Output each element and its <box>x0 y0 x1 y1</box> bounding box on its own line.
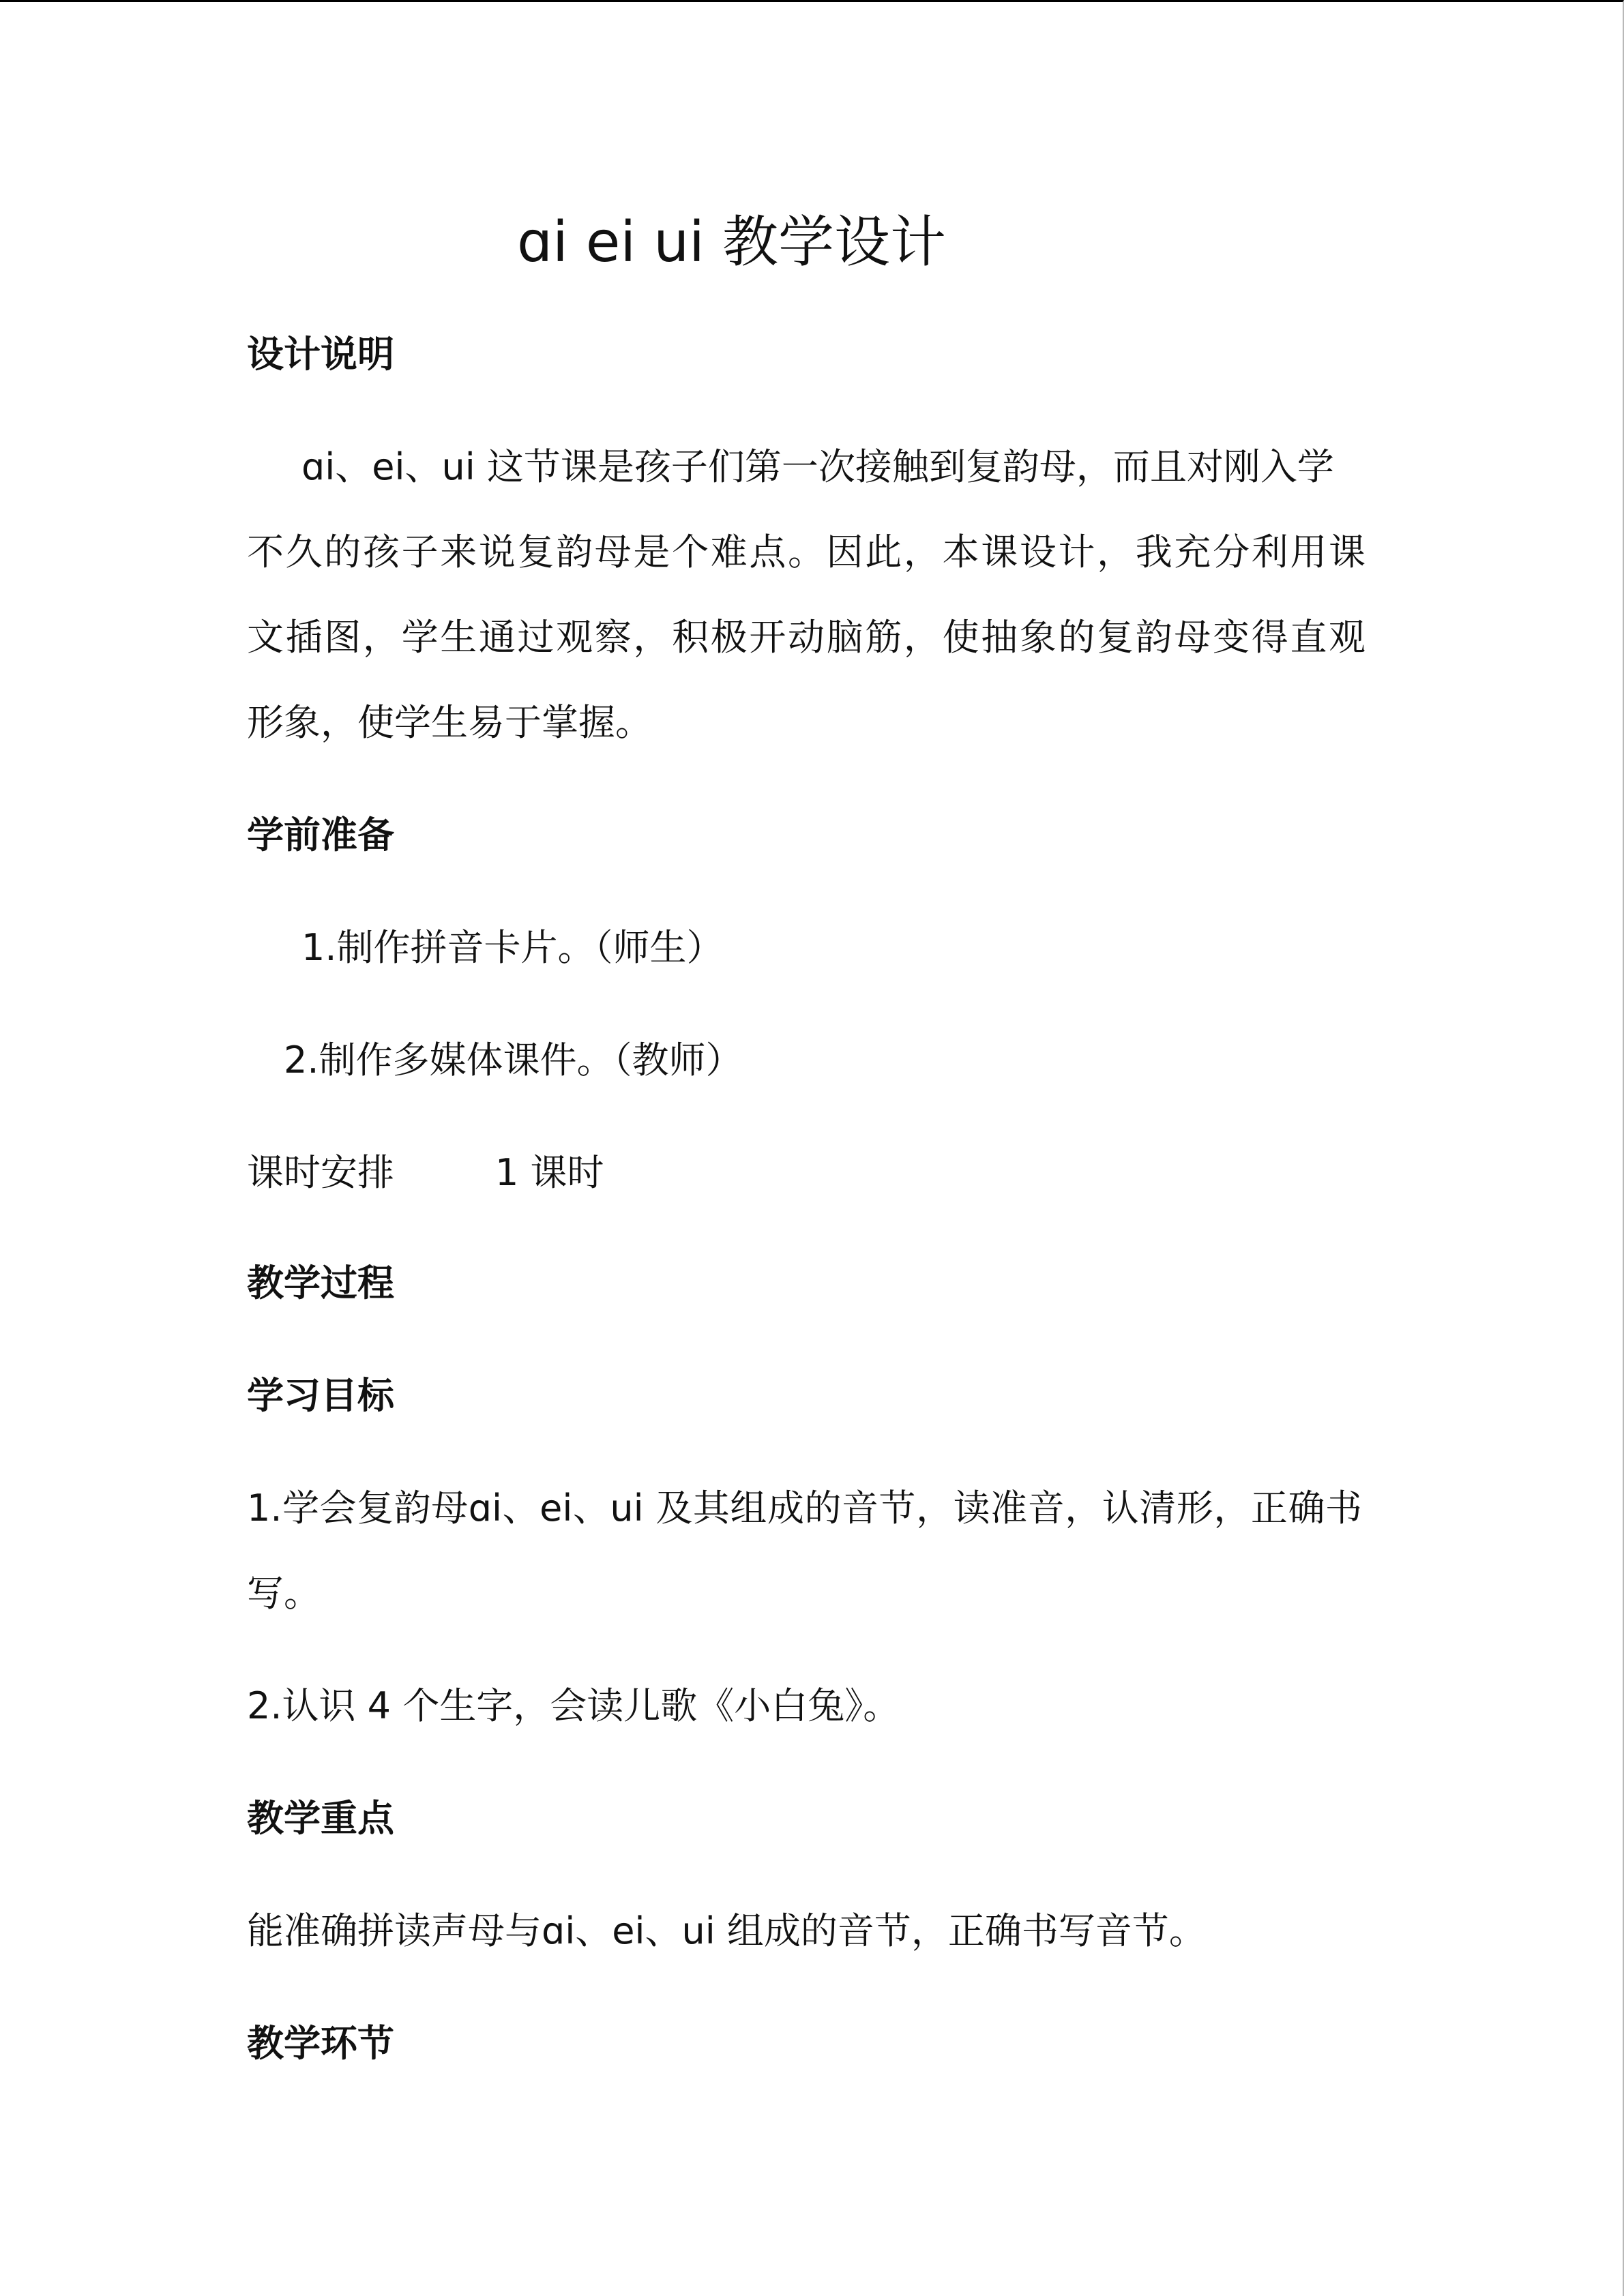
objective-2: 2.认识 4 个生字，会读儿歌《小白兔》。 <box>247 1684 900 1727</box>
design-note-line-3: 文插图，学生通过观察，积极开动脑筋，使抽象的复韵母变得直观 <box>247 616 1365 659</box>
heading-design-note: 设计说明 <box>247 333 394 376</box>
preparation-item-1: 1.制作拼音卡片。（师生） <box>301 926 724 969</box>
key-points-text: 能准确拼读声母与ɑi、ei、ui 组成的音节，正确书写音节。 <box>247 1909 1206 1952</box>
objective-1-line-1: 1.学会复韵母ɑi、ei、ui 及其组成的音节，读准音，认清形，正确书 <box>247 1487 1362 1530</box>
schedule-label: 课时安排 <box>247 1151 394 1194</box>
heading-key-points: 教学重点 <box>247 1797 394 1840</box>
heading-steps: 教学环节 <box>247 2022 394 2065</box>
heading-preparation: 学前准备 <box>247 814 394 856</box>
heading-process: 教学过程 <box>247 1262 394 1304</box>
design-note-line-1: ɑi、ei、ui 这节课是孩子们第一次接触到复韵母，而且对刚入学 <box>301 445 1334 488</box>
schedule-value: 1 课时 <box>495 1151 604 1194</box>
preparation-item-2: 2.制作多媒体课件。（教师） <box>284 1039 743 1082</box>
design-note-line-4: 形象，使学生易于掌握。 <box>247 701 652 744</box>
document-title: ɑi ei ui 教学设计 <box>517 210 947 275</box>
heading-objectives: 学习目标 <box>247 1374 394 1417</box>
objective-1-line-2: 写。 <box>247 1572 321 1615</box>
design-note-line-2: 不久的孩子来说复韵母是个难点。因此，本课设计，我充分利用课 <box>247 531 1365 573</box>
